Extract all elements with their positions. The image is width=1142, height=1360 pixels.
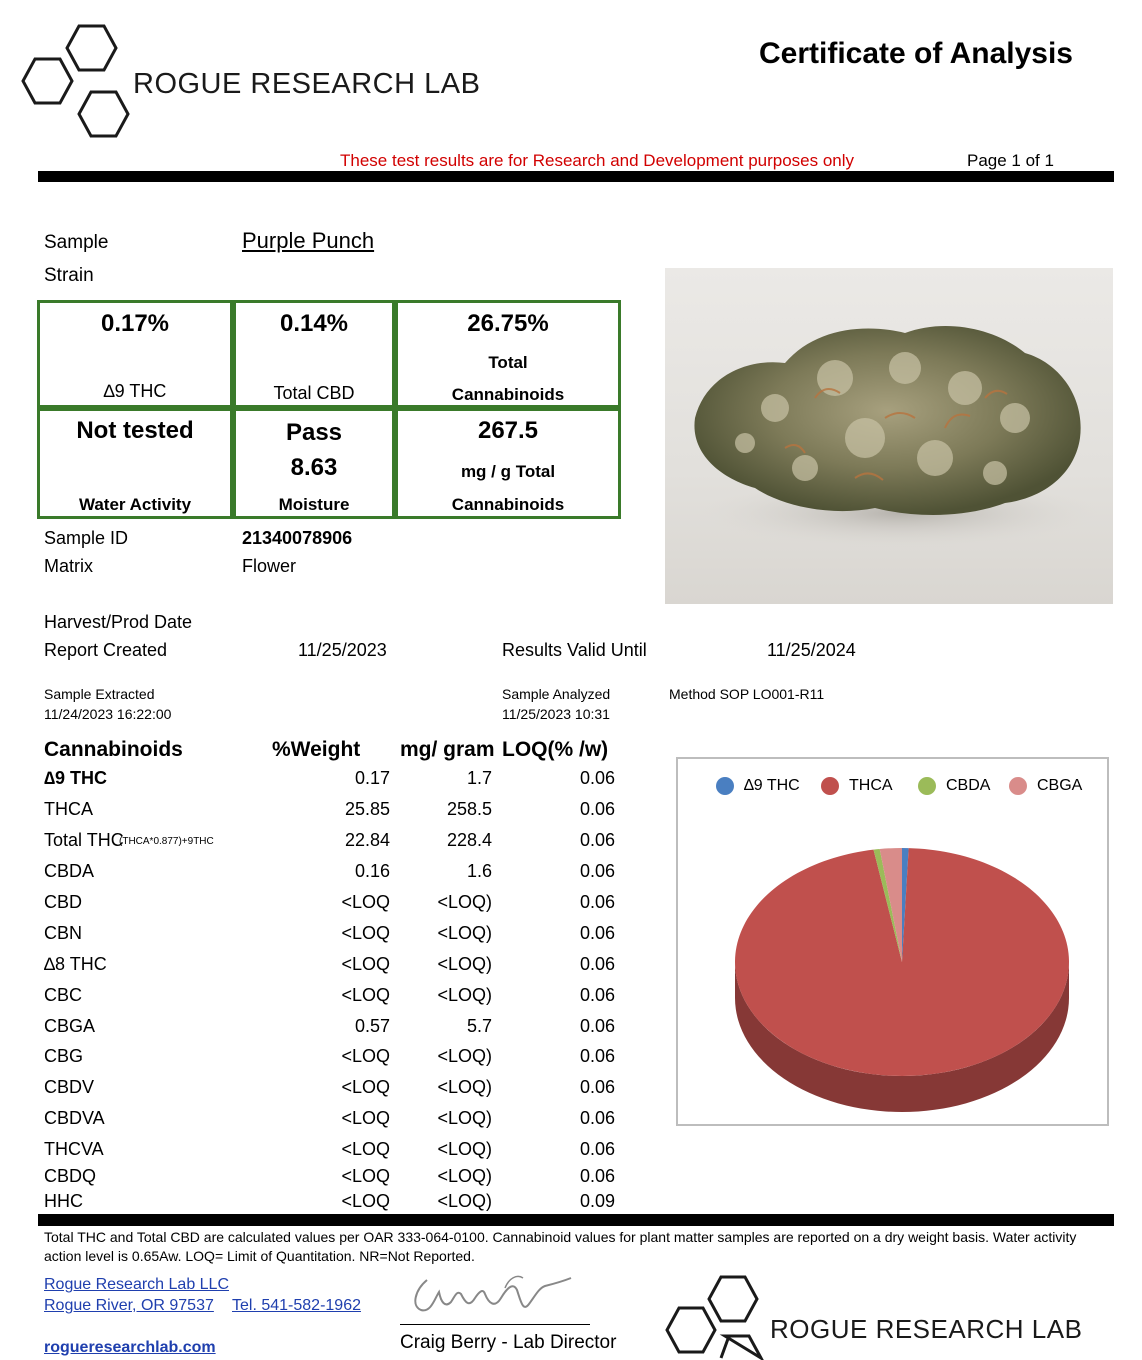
col-header-mg-gram: mg/ gram [400,738,495,761]
total-cannabinoids-box [395,300,621,408]
table-cell-weight: <LOQ [341,1166,390,1186]
table-cell-weight: 22.84 [344,830,390,850]
table-cell-weight: 0.57 [354,1016,390,1036]
footer-note: Total THC and Total CBD are calculated values per OAR 333-064-0100. Cannabinoid values for plant matter samples are reported on a dry weight basis. Water activity action level is 0.65Aw. LOQ= Limit of Quantitation. NR=Not Reported. [44,1229,1077,1264]
mg-per-gram-value: 267.5 [477,417,539,444]
document-title: Certificate of Analysis [759,37,1073,70]
table-cell-loq: 0.06 [579,1139,615,1159]
table-row-name: HHC [44,1191,83,1211]
d9-thc-label: ∆9 THC [103,381,167,401]
table-cell-mg: <LOQ) [437,1108,492,1128]
table-cell-loq: 0.06 [579,985,615,1005]
sample-photo [665,268,1113,604]
total-cannabinoids-value: 26.75% [467,310,549,337]
results-valid-value: 11/25/2024 [767,640,856,660]
table-cell-loq: 0.06 [579,1016,615,1036]
table-cell-loq: 0.06 [579,768,615,788]
matrix-value: Flower [242,556,297,576]
d9-thc-box [37,300,233,408]
lab-name-footer: ROGUE RESEARCH LAB [770,1314,1083,1344]
sample-analyzed-value: 11/25/2023 10:31 [502,706,610,722]
harvest-date-label: Harvest/Prod Date [44,612,193,632]
table-cell-mg: 228.4 [446,830,492,850]
table-cell-mg: <LOQ) [437,923,492,943]
table-row-formula-note: (THCA*0.877)+9THC [119,836,214,847]
footer-divider [38,1214,1114,1226]
table-cell-weight: <LOQ [341,1139,390,1159]
table-cell-loq: 0.06 [579,1046,615,1066]
mg-per-gram-box [395,408,621,519]
table-row-name: CBG [44,1046,84,1066]
table-cell-loq: 0.06 [579,892,615,912]
signer-name: Craig Berry - Lab Director [400,1332,617,1353]
table-cell-weight: <LOQ [341,1046,390,1066]
table-cell-mg: <LOQ) [437,1046,492,1066]
legend-label: ∆9 THC [744,777,800,794]
legend-label: THCA [849,777,893,794]
table-row-name: ∆8 THC [44,954,107,974]
table-cell-loq: 0.06 [579,799,615,819]
table-cell-weight: <LOQ [341,1108,390,1128]
flower-bud-image [665,268,1113,604]
moisture-value: 8.63 [290,454,338,481]
table-cell-mg: <LOQ) [437,1077,492,1097]
pie-svg [678,759,1107,1124]
total-cbd-value: 0.14% [279,310,349,337]
website-link[interactable]: rogueresearchlab.com [44,1339,216,1356]
sample-extracted-label: Sample Extracted [44,686,155,702]
table-cell-mg: 1.6 [466,861,492,881]
table-cell-weight: <LOQ [341,923,390,943]
table-cell-loq: 0.06 [579,923,615,943]
director-signature [405,1268,580,1323]
sample-extracted-value: 11/24/2023 16:22:00 [44,706,172,722]
method-label: Method SOP LO001-R11 [669,686,825,702]
moisture-box [233,408,395,519]
table-cell-weight: <LOQ [341,1077,390,1097]
legend-label: CBDA [946,777,991,794]
sample-id-value: 21340078906 [242,528,353,548]
table-cell-mg: <LOQ) [437,985,492,1005]
header-divider [38,171,1114,182]
table-row-name: ∆9 THC [44,768,108,788]
total-cbd-box [233,300,395,408]
report-created-value: 11/25/2023 [298,640,387,660]
results-valid-label: Results Valid Until [502,640,647,660]
water-activity-value: Not tested [76,417,194,444]
table-row-name: THCVA [44,1139,104,1159]
table-cell-mg: <LOQ) [437,1191,492,1211]
d9-thc-value: 0.17% [100,310,170,337]
company-link[interactable]: Rogue Research Lab LLC [44,1276,230,1293]
table-cell-loq: 0.09 [579,1191,615,1211]
table-row-name: CBD [44,892,83,912]
col-header-loq: LOQ(% /w) [502,738,609,761]
report-created-label: Report Created [44,640,168,660]
table-cell-mg: 5.7 [466,1016,492,1036]
table-cell-mg: 258.5 [446,799,492,819]
footer-logo-icon [665,1274,777,1360]
legend-label: CBGA [1037,777,1083,794]
table-row-name: CBC [44,985,83,1005]
table-cell-weight: 0.17 [354,768,390,788]
signature-line [400,1324,590,1325]
table-cell-mg: <LOQ) [437,1139,492,1159]
rd-notice: These test results are for Research and Development purposes only [340,151,855,170]
cannabinoid-pie-chart [676,757,1109,1126]
table-cell-loq: 0.06 [579,861,615,881]
table-cell-weight: 25.85 [344,799,390,819]
table-cell-loq: 0.06 [579,830,615,850]
total-cannabinoids-label-1: Total [488,353,528,372]
table-cell-mg: <LOQ) [437,892,492,912]
sample-analyzed-label: Sample Analyzed [502,686,611,702]
table-cell-weight: <LOQ [341,1191,390,1211]
table-row-name: CBGA [44,1016,96,1036]
table-cell-weight: <LOQ [341,892,390,912]
table-row-name: CBDV [44,1077,95,1097]
col-header-cannabinoids: Cannabinoids [44,738,183,761]
table-row-name: CBDVA [44,1108,105,1128]
table-cell-mg: <LOQ) [437,954,492,974]
table-cell-loq: 0.06 [579,954,615,974]
table-cell-loq: 0.06 [579,1077,615,1097]
table-cell-mg: <LOQ) [437,1166,492,1186]
moisture-label: Moisture [278,495,350,514]
table-row-name: CBDQ [44,1166,97,1186]
col-header-weight: %Weight [272,738,361,761]
table-row-name: CBN [44,923,83,943]
water-activity-box [37,408,233,519]
phone-link[interactable]: Tel. 541-582-1962 [232,1297,361,1314]
strain-label: Strain [44,265,94,286]
table-row-name: Total THC [44,830,124,850]
sample-id-label: Sample ID [44,528,129,548]
lab-logo-icon [20,22,140,144]
matrix-label: Matrix [44,556,93,576]
table-cell-loq: 0.06 [579,1166,615,1186]
water-activity-label: Water Activity [78,495,192,514]
total-cbd-label: Total CBD [273,383,355,403]
total-cannabinoids-label-2: Cannabinoids [451,385,565,404]
table-row-name: CBDA [44,861,95,881]
table-cell-weight: <LOQ [341,954,390,974]
page-number: Page 1 of 1 [967,151,1054,170]
table-cell-mg: 1.7 [466,768,492,788]
table-row-name: THCA [44,799,93,819]
table-cell-weight: <LOQ [341,985,390,1005]
table-cell-weight: 0.16 [354,861,390,881]
address-link[interactable]: Rogue River, OR 97537 [44,1297,214,1314]
strain-name: Purple Punch [242,228,375,253]
mg-per-gram-label-1: mg / g Total [460,462,556,481]
sample-label: Sample [44,232,109,253]
lab-name-header: ROGUE RESEARCH LAB [133,68,481,100]
table-cell-loq: 0.06 [579,1108,615,1128]
mg-per-gram-label-2: Cannabinoids [451,495,565,514]
moisture-status: Pass [285,419,343,446]
